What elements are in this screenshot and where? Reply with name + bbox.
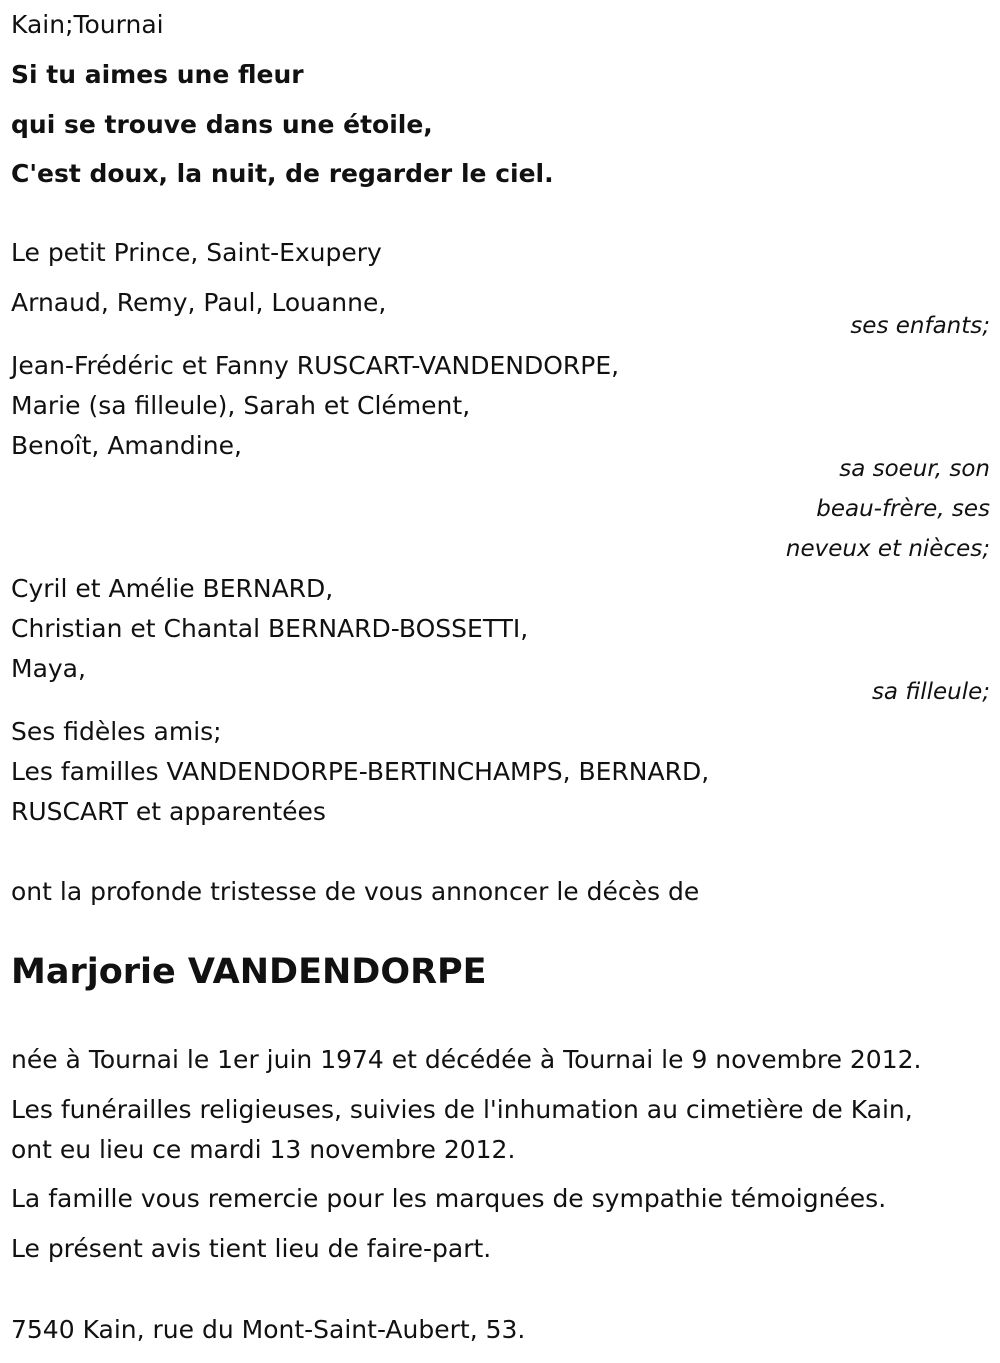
sister-relation-3: neveux et nièces;: [785, 536, 990, 562]
friends-line-2: Les familles VANDENDORPE-BERTINCHAMPS, BERNARD,: [11, 757, 710, 786]
sister-line-3: Benoît, Amandine,: [11, 431, 242, 460]
goddaughter-line-1: Cyril et Amélie BERNARD,: [11, 574, 334, 603]
poem-attribution: Le petit Prince, Saint-Exupery: [11, 238, 382, 267]
poem-line-3: C'est doux, la nuit, de regarder le ciel.: [11, 159, 554, 188]
sister-line-2: Marie (sa filleule), Sarah et Clément,: [11, 391, 471, 420]
address-text: 7540 Kain, rue du Mont-Saint-Aubert, 53.: [11, 1315, 526, 1344]
sister-relation-2: beau-frère, ses: [816, 496, 990, 522]
announcement-text: ont la profonde tristesse de vous annoncer le décès de: [11, 877, 700, 906]
funeral-line-2: ont eu lieu ce mardi 13 novembre 2012.: [11, 1135, 516, 1164]
sister-relation-1: sa soeur, son: [839, 456, 990, 482]
children-names: Arnaud, Remy, Paul, Louanne,: [11, 288, 387, 317]
goddaughter-relation: sa filleule;: [871, 679, 990, 705]
sister-line-1: Jean-Frédéric et Fanny RUSCART-VANDENDORPE,: [11, 351, 620, 380]
birth-death-text: née à Tournai le 1er juin 1974 et décédée à Tournai le 9 novembre 2012.: [11, 1045, 922, 1074]
friends-line-3: RUSCART et apparentées: [11, 797, 326, 826]
location-header: Kain;Tournai: [11, 10, 164, 39]
poem-line-1: Si tu aimes une fleur: [11, 60, 304, 89]
deceased-name: Marjorie VANDENDORPE: [11, 952, 487, 992]
goddaughter-line-2: Christian et Chantal BERNARD-BOSSETTI,: [11, 614, 529, 643]
goddaughter-line-3: Maya,: [11, 654, 86, 683]
friends-line-1: Ses fidèles amis;: [11, 717, 222, 746]
thanks-text: La famille vous remercie pour les marques de sympathie témoignées.: [11, 1184, 887, 1213]
poem-line-2: qui se trouve dans une étoile,: [11, 110, 433, 139]
children-relation: ses enfants;: [850, 313, 990, 339]
funeral-line-1: Les funérailles religieuses, suivies de l'inhumation au cimetière de Kain,: [11, 1095, 913, 1124]
notice-text: Le présent avis tient lieu de faire-part.: [11, 1234, 492, 1263]
